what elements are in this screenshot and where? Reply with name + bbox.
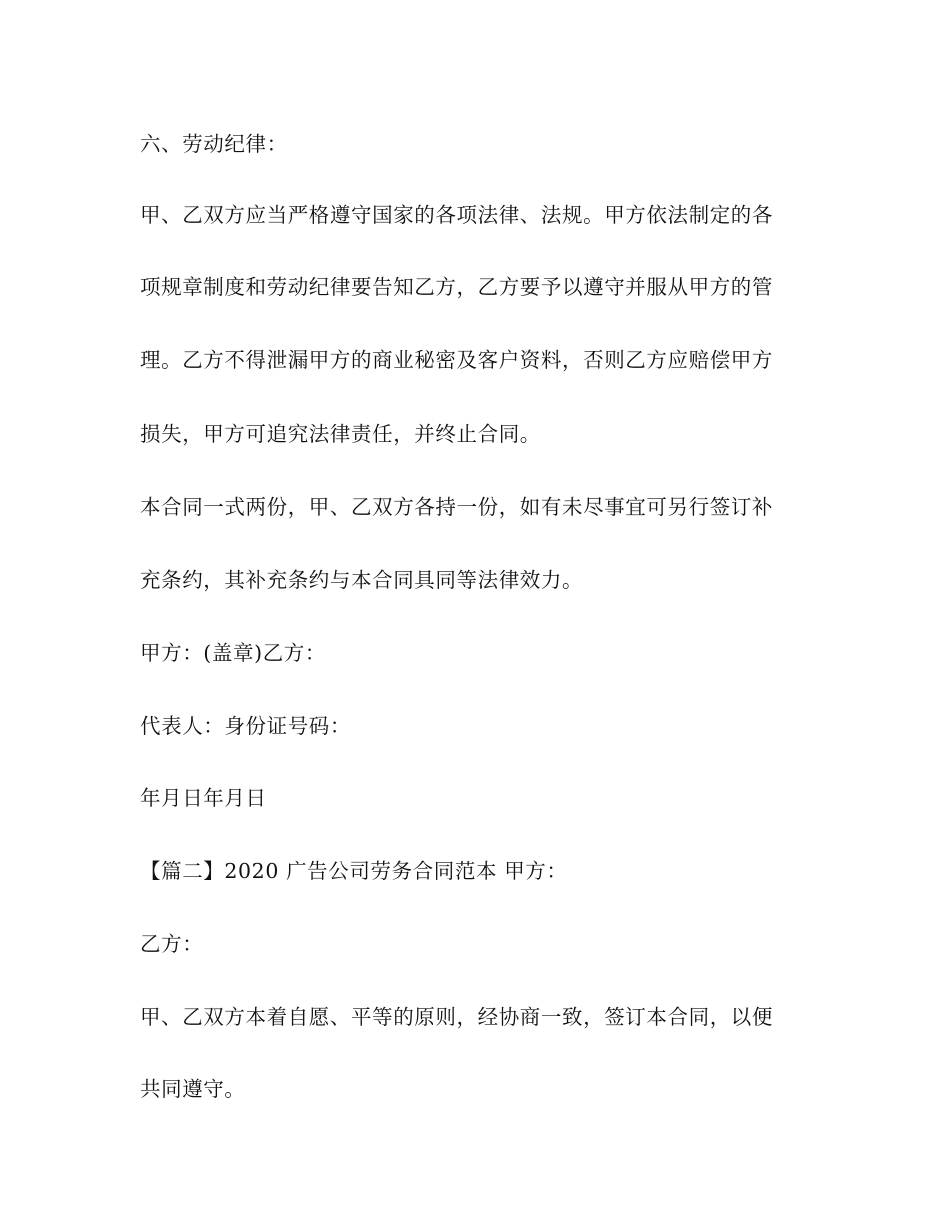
party-signature-line: 甲方：(盖章)乙方：	[140, 641, 326, 665]
paragraph-line: 本合同一式两份，甲、乙双方各持一份，如有未尽事宜可另行签订补	[140, 495, 773, 519]
paragraph-line: 理。乙方不得泄漏甲方的商业秘密及客户资料，否则乙方应赔偿甲方	[140, 348, 773, 372]
paragraph-line: 甲、乙双方应当严格遵守国家的各项法律、法规。甲方依法制定的各	[140, 203, 773, 227]
paragraph-line: 充条约，其补充条约与本合同具同等法律效力。	[140, 568, 584, 592]
paragraph-line: 项规章制度和劳动纪律要告知乙方，乙方要予以遵守并服从甲方的管	[140, 275, 773, 299]
party-b-line: 乙方：	[140, 932, 204, 956]
section-heading-labor-discipline: 六、劳动纪律：	[140, 132, 288, 156]
paragraph-line: 甲、乙双方本着自愿、平等的原则，经协商一致，签订本合同，以便	[140, 1005, 773, 1029]
section-heading-part-two: 【篇二】2020 广告公司劳务合同范本 甲方：	[140, 859, 568, 883]
paragraph-line: 共同遵守。	[140, 1077, 246, 1101]
date-line: 年月日年月日	[140, 786, 267, 810]
paragraph-line: 损失，甲方可追究法律责任，并终止合同。	[140, 422, 541, 446]
representative-id-line: 代表人：身份证号码：	[140, 714, 351, 738]
